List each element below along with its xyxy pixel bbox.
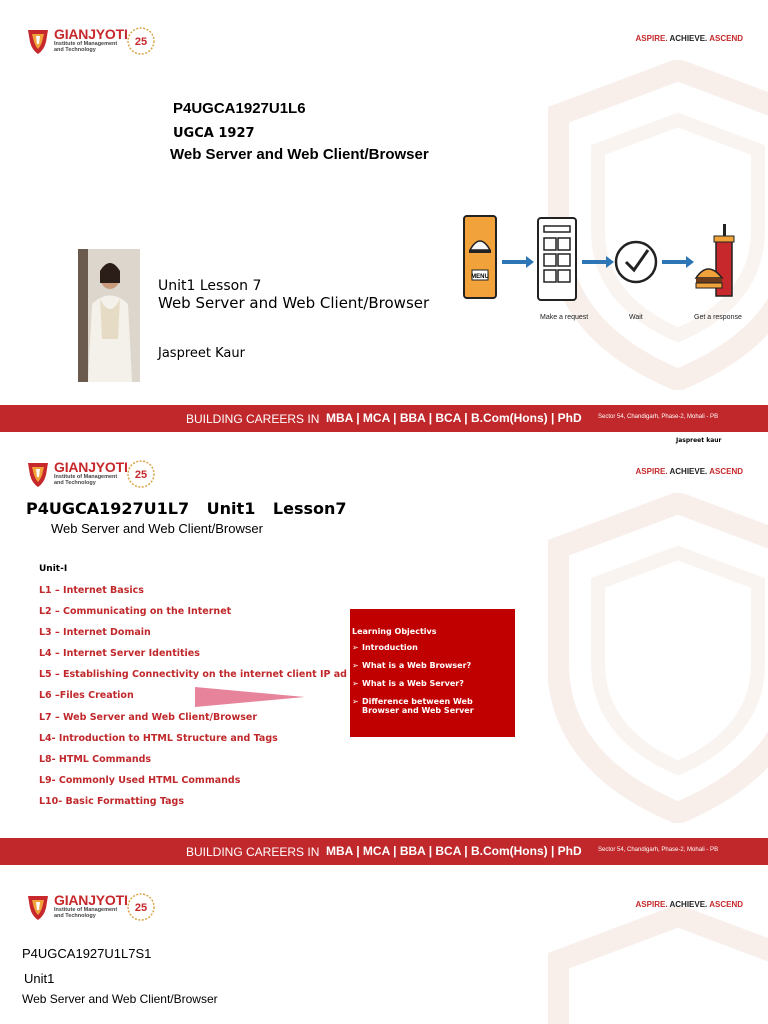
list-item: L10- Basic Formatting Tags: [39, 795, 184, 807]
slide-subtitle: Web Server and Web Client/Browser: [51, 521, 263, 536]
heading-unit: Unit1: [206, 499, 256, 518]
arrow-right-icon: [502, 256, 534, 268]
arrow-bullet-icon: ➢: [352, 643, 359, 652]
tagline-ascend: ASCEND: [709, 34, 743, 43]
flow-label-wait: Wait: [629, 314, 643, 321]
anniversary-badge-icon: [126, 26, 156, 56]
logo-name: GIANJYOTI: [54, 459, 128, 475]
burger-drink-icon: [696, 224, 734, 296]
band-location: Sector 54, Chandigarh, Phase-2, Mohali - PB: [598, 847, 719, 853]
tagline-achieve: ACHIEVE.: [669, 467, 708, 476]
list-item: L7 – Web Server and Web Client/Browser: [39, 711, 258, 723]
band-programs: MBA | MCA | BBA | BCA | B.Com(Hons) | PhD: [326, 844, 582, 858]
lesson-code: P4UGCA1927U1L6: [173, 100, 306, 117]
objective-item: [352, 661, 510, 670]
badge-number: 25: [134, 469, 148, 481]
tagline-achieve: ACHIEVE.: [669, 34, 708, 43]
list-item: L8- HTML Commands: [39, 753, 152, 765]
lesson-label: Unit1 Lesson 7: [158, 278, 262, 294]
learning-objectives-box: [350, 609, 515, 737]
logo-subtitle: and Technology: [54, 47, 96, 53]
arrow-right-icon: [662, 256, 694, 268]
objective-text: What is a Web Browser?: [362, 661, 472, 670]
logo-emblem-icon: [26, 26, 50, 56]
unit-label: Unit1: [24, 971, 55, 986]
heading-code: P4UGCA1927U1L7: [26, 499, 190, 518]
anniversary-badge-icon: [126, 892, 156, 922]
arrow-bullet-icon: ➢: [352, 661, 359, 670]
logo-subtitle: and Technology: [54, 480, 96, 486]
svg-text:MENU: MENU: [471, 274, 489, 280]
logo-subtitle: and Technology: [54, 913, 96, 919]
slide-title: Web Server and Web Client/Browser: [170, 146, 429, 163]
logo-emblem-icon: [26, 459, 50, 489]
shield-watermark-icon: [548, 493, 768, 823]
objective-item: [352, 679, 510, 688]
logo-emblem-icon: [26, 892, 50, 922]
arrow-bullet-icon: ➢: [352, 697, 359, 706]
logo-name: GIANJYOTI: [54, 892, 128, 908]
anniversary-badge-icon: [126, 459, 156, 489]
author-name: Jaspreet Kaur: [158, 346, 245, 361]
logo-subtitle: Institute of Management: [54, 41, 118, 47]
badge-number: 25: [134, 902, 148, 914]
list-item: L3 – Internet Domain: [39, 627, 151, 639]
list-item: L4- Introduction to HTML Structure and Tags: [39, 732, 278, 744]
clock-check-icon: [616, 242, 656, 282]
list-item: L4 – Internet Server Identities: [39, 648, 200, 660]
footer-band: [0, 838, 768, 865]
tagline: [636, 34, 743, 43]
logo-name: GIANJYOTI: [54, 26, 128, 42]
slide-title: Web Server and Web Client/Browser: [22, 992, 218, 1006]
author-note: Jaspreet kaur: [676, 437, 722, 444]
menu-book-icon: [464, 216, 496, 298]
tagline-aspire: ASPIRE.: [635, 34, 668, 43]
author-photo: [78, 249, 140, 382]
objective-item: [352, 643, 510, 652]
unit-heading: Unit-I: [39, 564, 68, 574]
band-programs: MBA | MCA | BBA | BCA | B.Com(Hons) | PhD: [326, 411, 582, 425]
phone-app-icon: [538, 218, 576, 300]
objective-text: Introduction: [362, 643, 418, 652]
lesson-code: P4UGCA1927U1L7S1: [22, 946, 152, 961]
tagline-ascend: ASCEND: [709, 467, 743, 476]
objectives-title: Learning Objectivs: [352, 627, 437, 636]
slide-heading: [26, 499, 359, 518]
tagline-ascend: ASCEND: [709, 900, 743, 909]
band-location: Sector 54, Chandigarh, Phase-2, Mohali - PB: [598, 414, 719, 420]
band-lead: BUILDING CAREERS IN: [186, 845, 320, 859]
band-lead: BUILDING CAREERS IN: [186, 412, 320, 426]
slide-1: [0, 0, 768, 432]
badge-number: 25: [134, 36, 148, 48]
objective-text: Difference between Web Browser and Web Server: [362, 697, 474, 715]
lesson-subtitle: Web Server and Web Client/Browser: [158, 294, 430, 312]
logo-subtitle: Institute of Management: [54, 474, 118, 480]
shield-watermark-icon: [548, 906, 768, 1024]
list-item: L5 – Establishing Connectivity on the internet client IP ad: [39, 669, 347, 681]
objective-text: What is a Web Server?: [362, 679, 464, 688]
slide-2: [0, 433, 768, 865]
tagline-aspire: ASPIRE.: [635, 467, 668, 476]
flow-label-response: Get a response: [694, 314, 742, 321]
request-response-flow: [458, 210, 758, 330]
tagline: [636, 900, 743, 909]
flow-label-request: Make a request: [540, 314, 589, 321]
list-item: L9- Commonly Used HTML Commands: [39, 774, 241, 786]
heading-lesson: Lesson7: [272, 499, 347, 518]
course-code: UGCA 1927: [173, 126, 255, 141]
footer-band: [0, 405, 768, 432]
list-item: L1 – Internet Basics: [39, 585, 144, 596]
logo-subtitle: Institute of Management: [54, 907, 118, 913]
objective-item: [352, 697, 510, 715]
pointer-arrow-icon: [195, 687, 305, 707]
flow-diagram: [458, 210, 758, 310]
list-item: L6 –Files Creation: [39, 690, 134, 702]
slide-3: [0, 866, 768, 1024]
objectives-list: [352, 643, 510, 724]
arrow-right-icon: [582, 256, 614, 268]
tagline-achieve: ACHIEVE.: [669, 900, 708, 909]
list-item: L2 – Communicating on the Internet: [39, 606, 232, 618]
tagline: [636, 467, 743, 476]
arrow-bullet-icon: ➢: [352, 679, 359, 688]
tagline-aspire: ASPIRE.: [635, 900, 668, 909]
